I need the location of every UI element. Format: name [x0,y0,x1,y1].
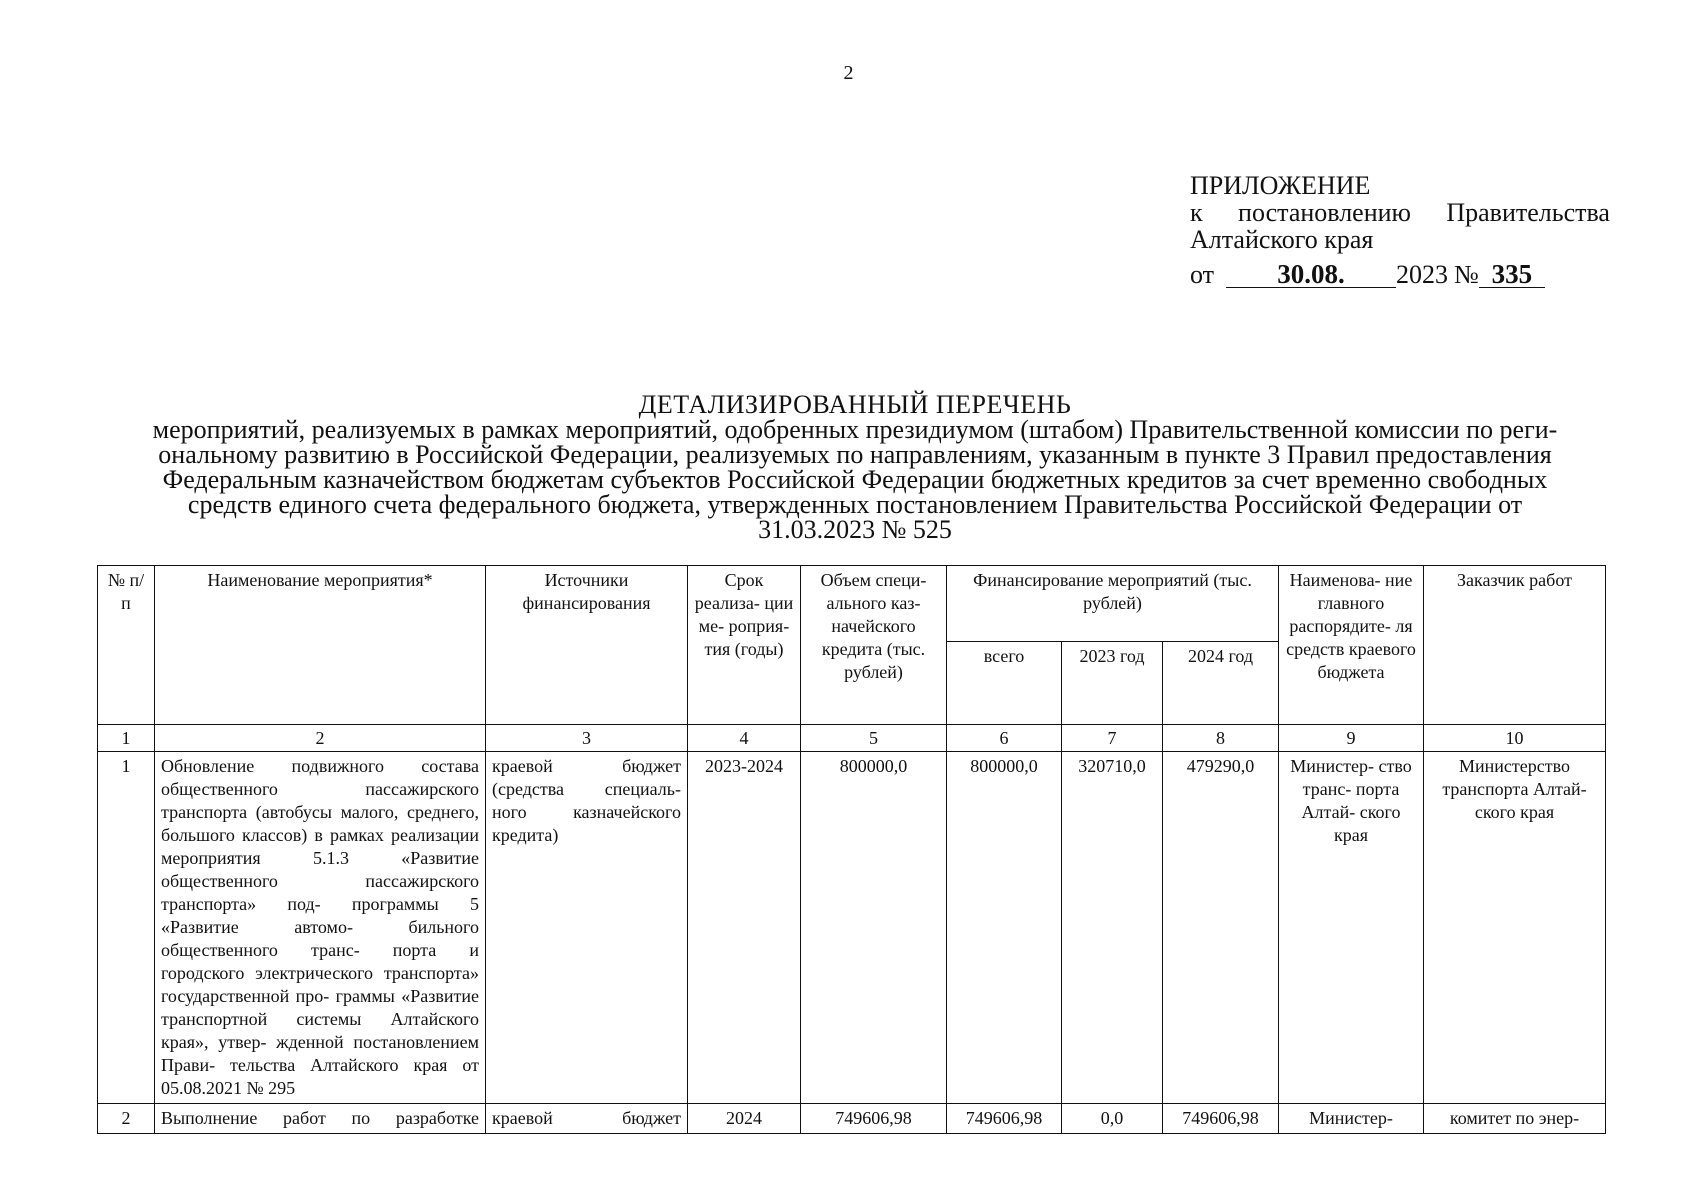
page-number: 2 [843,62,854,84]
subtitle-line: 31.03.2023 № 525 [758,515,952,544]
column-number: 3 [486,725,688,752]
row-source: краевой бюджет (средства специаль- ного казначейского кредита) [486,752,688,1104]
appendix-line1-mid: постановлению [1238,198,1411,227]
column-numbers-row [98,725,1606,752]
row-customer: комитет по энер- [1424,1104,1606,1134]
header-term: Срок реализа- ции ме- роприя- тия (годы) [688,566,801,725]
header-sources: Источники финансирования [486,566,688,725]
row-total: 749606,98 [947,1104,1062,1134]
date-prefix: от [1190,260,1215,289]
appendix-line2: Алтайского края [1190,225,1374,254]
header-name: Наименование мероприятия* [155,566,486,725]
appendix-line1 [1190,199,1610,226]
appendix-line1-right: Правительства [1446,198,1610,227]
column-number: 8 [1163,725,1279,752]
appendix-line1-left: к [1190,198,1203,227]
document-title [110,392,1600,542]
heading: ДЕТАЛИЗИРОВАННЫЙ ПЕРЕЧЕНЬ [638,390,1072,419]
header-2024: 2024 год [1163,642,1279,725]
measures-table [97,565,1606,1134]
column-number: 6 [947,725,1062,752]
subtitle-line: мероприятий, реализуемых в рамках мероприятий, одобренных президиумом (штабом) Правительственной комиссии по реги- [152,415,1558,444]
row-num: 1 [98,752,155,1104]
row-customer: Министерство транспорта Алтай- ского края [1424,752,1606,1104]
row-term: 2023-2024 [688,752,801,1104]
header-2023: 2023 год [1062,642,1163,725]
row-num: 2 [98,1104,155,1134]
number-prefix: № [1454,260,1479,289]
appendix-date-row [1190,261,1610,288]
table-row [98,1104,1606,1134]
appendix-block [1190,172,1610,288]
header-total: всего [947,642,1062,725]
row-total: 800000,0 [947,752,1062,1104]
row-2023: 320710,0 [1062,752,1163,1104]
subtitle-line: средств единого счета федерального бюджета, утвержденных постановлением Правительства Российской Федерации от [187,490,1523,519]
column-number: 5 [801,725,947,752]
date-value: 30.08. [1226,261,1396,288]
row-2024: 749606,98 [1163,1104,1279,1134]
row-term: 2024 [688,1104,801,1134]
header-row [98,566,1606,642]
header-volume: Объем специ- ального каз- начейского кредита (тыс. рублей) [801,566,947,725]
column-number: 10 [1424,725,1606,752]
header-customer: Заказчик работ [1424,566,1606,725]
row-name: Выполнение работ по разработке [155,1104,486,1134]
row-manager: Министер- [1279,1104,1424,1134]
column-number: 2 [155,725,486,752]
year: 2023 [1396,260,1449,289]
appendix-title: ПРИЛОЖЕНИЕ [1190,171,1371,200]
subtitle-line: Федеральным казначейством бюджетам субъектов Российской Федерации бюджетных кредитов за счет временно свободных [162,465,1548,494]
header-financing: Финансирование мероприятий (тыс. рублей) [947,566,1279,642]
header-manager: Наименова- ние главного распорядите- ля средств краевого бюджета [1279,566,1424,725]
row-volume: 800000,0 [801,752,947,1104]
column-number: 1 [98,725,155,752]
row-volume: 749606,98 [801,1104,947,1134]
column-number: 7 [1062,725,1163,752]
column-number: 9 [1279,725,1424,752]
column-number: 4 [688,725,801,752]
row-2023: 0,0 [1062,1104,1163,1134]
table-row [98,752,1606,1104]
subtitle-line: ональному развитию в Российской Федерации, реализуемых по направлениям, указанным в пункте 3 Правил предоставления [158,440,1552,469]
row-manager: Министер- ство транс- порта Алтай- ского края [1279,752,1424,1104]
header-num: № п/п [98,566,155,725]
row-name: Обновление подвижного состава общественного пассажирского транспорта (автобусы малого, среднего, большого классов) в рамках реализации мероприятия 5.1.3 «Развитие общественного пассажирского транспорта» под- программы 5 «Развитие автомо- бильного общественного транс- порта и городского электрического транспорта» государственной про- граммы «Развитие транспортной системы Алтайского края», утвер- жденной постановлением Прави- тельства Алтайского края от 05.08.2021 № 295 [155,752,486,1104]
row-2024: 479290,0 [1163,752,1279,1104]
number-value: 335 [1479,261,1545,288]
row-source: краевой бюджет [486,1104,688,1134]
